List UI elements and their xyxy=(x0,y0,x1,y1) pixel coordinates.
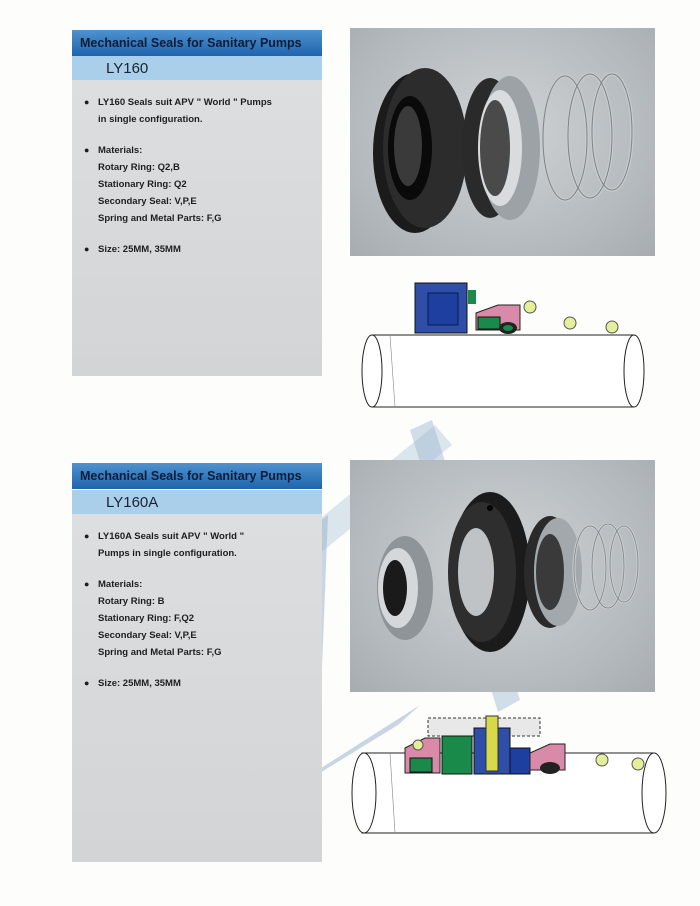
materials-item xyxy=(84,142,314,227)
bullet-icon: ● xyxy=(84,531,90,541)
description-line: in single configuration. xyxy=(98,114,203,125)
material-line: Secondary Seal: V,P,E xyxy=(98,630,197,641)
description-line: LY160A Seals suit APV " World " xyxy=(98,531,245,542)
description-item xyxy=(84,528,314,562)
section-title: Mechanical Seals for Sanitary Pumps xyxy=(72,463,322,489)
seal-cross-section-drawing xyxy=(350,708,670,848)
materials-item xyxy=(84,576,314,661)
bullet-icon: ● xyxy=(84,579,90,589)
bullet-icon: ● xyxy=(84,244,90,254)
size-text: Size: 25MM, 35MM xyxy=(98,244,181,255)
description-line: Pumps in single configuration. xyxy=(98,548,237,559)
size-item xyxy=(84,675,314,692)
product-section-ly160 xyxy=(0,0,700,450)
materials-heading: Materials: xyxy=(98,579,143,590)
material-line: Secondary Seal: V,P,E xyxy=(98,196,197,207)
seal-photo xyxy=(350,28,655,256)
size-text: Size: 25MM, 35MM xyxy=(98,678,181,689)
seal-photo xyxy=(350,460,655,692)
material-line: Spring and Metal Parts: F,G xyxy=(98,647,222,658)
model-label: LY160A xyxy=(72,490,322,514)
model-label: LY160 xyxy=(72,56,322,80)
size-item xyxy=(84,241,314,258)
description-item xyxy=(84,94,314,128)
material-line: Rotary Ring: B xyxy=(98,596,165,607)
product-section-ly160a xyxy=(0,450,700,906)
material-line: Rotary Ring: Q2,B xyxy=(98,162,180,173)
seal-cross-section-drawing xyxy=(350,275,670,415)
material-line: Stationary Ring: F,Q2 xyxy=(98,613,195,624)
spec-panel xyxy=(72,80,322,376)
material-line: Spring and Metal Parts: F,G xyxy=(98,213,222,224)
spec-panel xyxy=(72,514,322,862)
bullet-icon: ● xyxy=(84,678,90,688)
section-title: Mechanical Seals for Sanitary Pumps xyxy=(72,30,322,56)
material-line: Stationary Ring: Q2 xyxy=(98,179,187,190)
bullet-icon: ● xyxy=(84,97,90,107)
bullet-icon: ● xyxy=(84,145,90,155)
description-line: LY160 Seals suit APV " World " Pumps xyxy=(98,97,272,108)
materials-heading: Materials: xyxy=(98,145,143,156)
